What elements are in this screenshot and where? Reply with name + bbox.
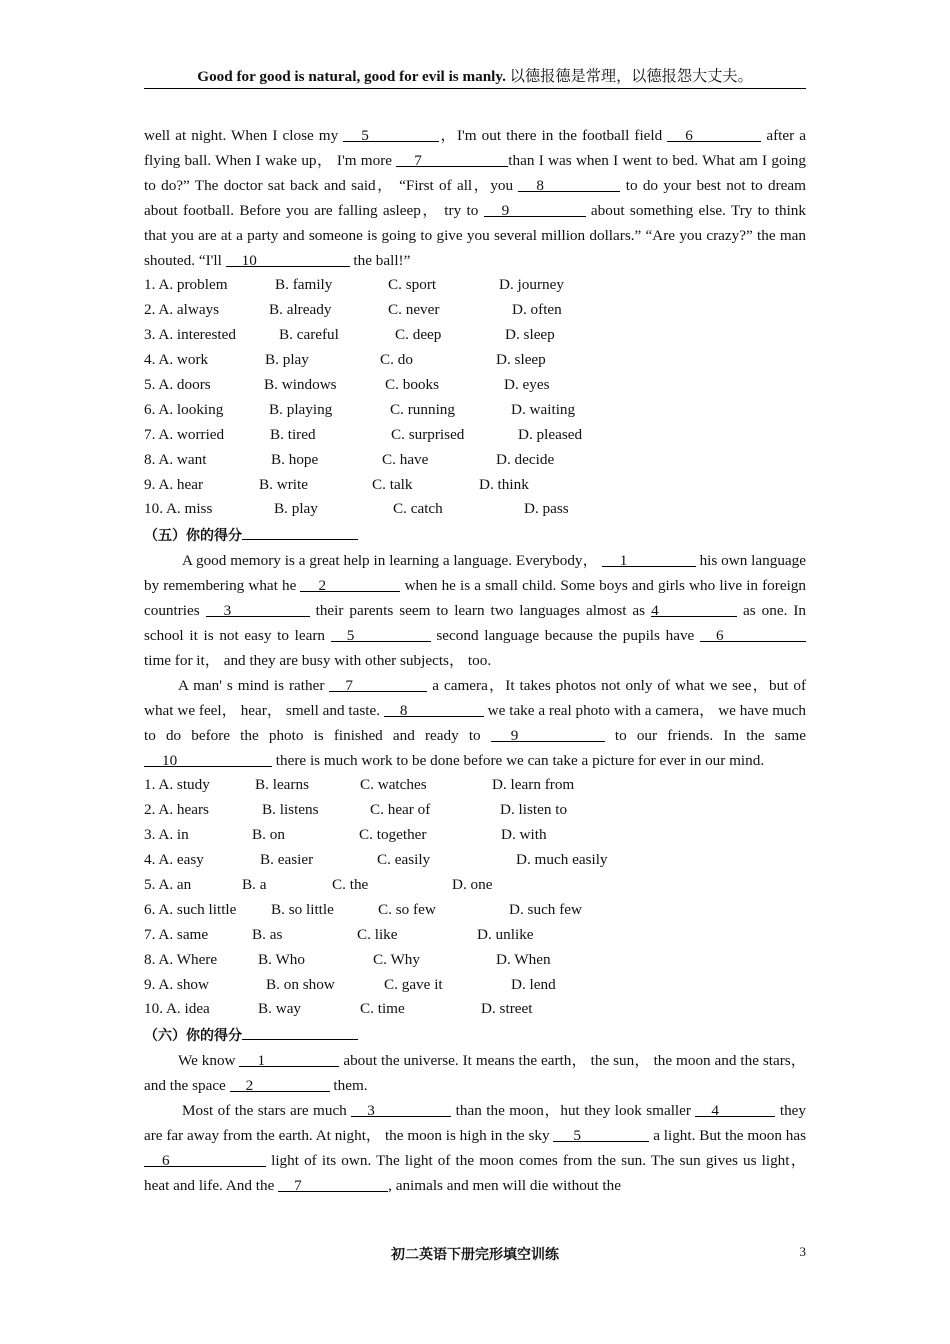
blank-number: 4 [651, 602, 659, 620]
option-a: 6. A. such little [144, 900, 237, 918]
option-b: B. way [258, 1000, 302, 1018]
page-header [144, 66, 806, 89]
text: We know [178, 1052, 240, 1070]
text: light of its own. The light of the moon comes from the sun. The sun gives us light， heat and life. And the [144, 1151, 806, 1194]
blank-9 [484, 199, 586, 217]
option-row [144, 948, 806, 973]
page-number: 3 [799, 1244, 806, 1259]
text: than I was when I went to bed. What am I going to do?” The doctor sat back and said， “First of all，you [144, 151, 806, 194]
option-b: B. tired [270, 425, 316, 443]
option-b: B. learns [255, 776, 309, 794]
blank-number: 7 [345, 676, 353, 694]
option-c: C. gave it [384, 975, 443, 993]
option-b: B. as [252, 925, 283, 943]
text: about something else. Try to think that you are at a party and someone is going to give you several million dollars.” “Are you crazy?” the man shouted. “I'll [144, 201, 806, 269]
blank-6 [667, 124, 761, 142]
option-row [144, 823, 806, 848]
option-d: D. waiting [511, 400, 576, 418]
option-b: B. Who [258, 950, 305, 968]
option-row [144, 423, 806, 448]
blank-2 [300, 574, 400, 595]
options-list-5 [144, 773, 806, 1022]
text: , animals and men will die without the [388, 1176, 621, 1194]
text: they are far away from the earth. At night， the moon is high in the sky [144, 1102, 806, 1144]
passage5-paragraph-1 [144, 549, 806, 674]
option-c: C. together [359, 826, 427, 844]
text: a light. But the moon has [649, 1126, 806, 1144]
text: second language because the pupils have [430, 626, 700, 644]
option-b: B. a [242, 875, 267, 893]
option-a: 6. A. looking [144, 400, 224, 418]
blank-2 [230, 1074, 330, 1095]
option-c: C. Why [373, 950, 420, 968]
text: to do your best not to dream about football. Before you are falling asleep， try to [144, 176, 806, 219]
blank-number: 6 [716, 626, 724, 644]
text: we take a real photo with a camera， we have much to do before the photo is finished and ready to [144, 701, 806, 744]
blank-3 [206, 599, 310, 620]
option-row [144, 898, 806, 923]
option-c: C. deep [395, 326, 442, 344]
option-c: C. sport [388, 276, 437, 294]
option-row [144, 873, 806, 898]
text: as one. In school it is not easy to learn [144, 602, 807, 644]
option-a: 7. A. worried [144, 425, 225, 443]
section-6-title [144, 1022, 806, 1049]
option-d: D. When [496, 950, 551, 968]
blank-number: 5 [346, 626, 355, 644]
option-a: 2. A. always [144, 301, 220, 319]
blank-number: 9 [510, 726, 519, 744]
passage6-paragraph-2 [144, 1099, 806, 1199]
option-c: C. the [332, 875, 369, 893]
option-a: 4. A. easy [144, 851, 204, 869]
text: their parents seem to learn two languages almost as [309, 602, 652, 620]
blank-number: 10 [162, 751, 178, 769]
blank-number: 9 [501, 201, 510, 219]
blank-number: 6 [685, 127, 693, 144]
option-row [144, 973, 806, 998]
option-d: D. unlike [477, 925, 534, 943]
passage6-paragraph-1 [144, 1049, 806, 1099]
option-d: D. listen to [500, 801, 568, 819]
option-a: 7. A. same [144, 925, 209, 943]
option-d: D. eyes [504, 376, 550, 393]
header-motto-en: Good for good is natural, good for evil is manly. [197, 68, 506, 85]
text: them. [329, 1077, 368, 1095]
option-a: 1. A. problem [144, 276, 228, 294]
text: ，I'm out there in the football field [439, 127, 668, 144]
blank-4 [695, 1099, 775, 1120]
text: when he is a small child. Some boys and girls who live in foreign countries [144, 577, 806, 620]
text: Most of the stars are much [182, 1102, 352, 1120]
blank-5 [343, 124, 439, 142]
option-row [144, 798, 806, 823]
blank-number: 6 [162, 1151, 170, 1169]
section-title-text: （五）你的得分 [144, 528, 242, 545]
option-row [144, 923, 806, 948]
blank-number: 2 [318, 577, 327, 595]
text: time for it， and they are busy with other subjects， too. [144, 651, 492, 669]
blank-4 [651, 599, 737, 620]
score-blank [242, 522, 358, 540]
passage5-paragraph-2 [144, 674, 806, 774]
option-c: C. catch [393, 500, 443, 518]
option-a: 9. A. hear [144, 475, 204, 493]
option-b: B. write [259, 475, 308, 493]
page-footer [144, 1244, 806, 1268]
option-c: C. books [385, 376, 440, 393]
option-a: 2. A. hears [144, 801, 209, 819]
option-row [144, 773, 806, 798]
option-d: D. one [452, 875, 493, 893]
option-a: 3. A. interested [144, 326, 236, 344]
section-title-text: （六）你的得分 [144, 1028, 242, 1045]
option-a: 3. A. in [144, 826, 189, 844]
option-row [144, 323, 806, 348]
option-d: D. sleep [505, 326, 555, 344]
text: after a flying ball. When I wake up， I'm more [144, 127, 806, 169]
blank-3 [351, 1099, 451, 1120]
option-d: D. pass [524, 500, 569, 518]
option-a: 8. A. want [144, 450, 207, 468]
option-c: C. watches [360, 776, 427, 794]
option-d: D. learn from [492, 776, 575, 794]
blank-1 [602, 549, 696, 570]
option-a: 5. A. an [144, 875, 192, 893]
blank-number: 1 [257, 1052, 266, 1070]
blank-number: 7 [414, 151, 422, 169]
option-c: C. so few [378, 900, 436, 918]
option-c: C. hear of [370, 801, 431, 819]
option-c: C. talk [372, 475, 413, 493]
option-row [144, 473, 806, 498]
blank-8 [384, 699, 484, 717]
option-row [144, 497, 806, 522]
option-d: D. lend [511, 975, 556, 993]
blank-8 [518, 174, 620, 192]
option-d: D. think [479, 475, 529, 493]
content [144, 124, 806, 1199]
score-blank [242, 1022, 358, 1040]
blank-number: 4 [711, 1102, 719, 1120]
header-motto-cn: 以德报德是常理，以德报怨大丈夫。 [509, 68, 753, 85]
option-row [144, 448, 806, 473]
text: the ball!” [349, 251, 411, 269]
option-d: D. much easily [516, 851, 608, 869]
blank-number: 10 [241, 251, 257, 269]
blank-1 [239, 1049, 339, 1070]
option-d: D. with [501, 826, 547, 844]
option-a: 5. A. doors [144, 376, 211, 393]
blank-5 [553, 1124, 649, 1142]
option-b: B. listens [262, 801, 319, 819]
option-c: C. like [357, 925, 398, 943]
option-d: D. such few [509, 900, 582, 918]
option-d: D. sleep [496, 351, 546, 369]
option-c: C. time [360, 1000, 405, 1018]
blank-7 [278, 1174, 388, 1192]
option-b: B. careful [279, 326, 339, 344]
option-c: C. never [388, 301, 440, 319]
option-b: B. windows [264, 376, 337, 393]
option-b: B. on [252, 826, 285, 844]
option-a: 1. A. study [144, 776, 210, 794]
footer-title: 初二英语下册完形填空训练 [391, 1247, 559, 1263]
blank-number: 3 [367, 1102, 375, 1120]
blank-10 [226, 249, 350, 267]
blank-7 [396, 149, 508, 167]
text: there is much work to be done before we can take a picture for ever in our mind. [272, 751, 765, 769]
blank-6 [700, 624, 806, 642]
option-c: C. surprised [391, 425, 465, 443]
blank-10 [144, 749, 272, 767]
option-b: B. playing [269, 400, 333, 418]
text: to our friends. In the same [604, 726, 806, 744]
blank-number: 3 [223, 602, 232, 620]
blank-number: 7 [294, 1176, 302, 1194]
option-a: 8. A. Where [144, 950, 218, 968]
option-d: D. pleased [518, 425, 583, 443]
section-5-title [144, 522, 806, 549]
option-c: C. easily [377, 851, 431, 869]
text: A good memory is a great help in learning a language. Everybody， [182, 552, 602, 570]
option-c: C. do [380, 351, 413, 369]
option-row [144, 348, 806, 373]
option-row [144, 373, 806, 398]
blank-6 [144, 1149, 266, 1167]
option-d: D. often [512, 301, 562, 319]
option-row [144, 848, 806, 873]
text: a camera，It takes photos not only of what we see，but of what we feel， hear， smell and taste. [144, 676, 807, 719]
option-b: B. on show [266, 975, 335, 993]
text: his own language by remembering what he [144, 552, 806, 595]
passage4-tail [144, 124, 806, 273]
text: about the universe. It means the earth， the sun， the moon and the stars， and the space [144, 1052, 806, 1095]
options-list-4 [144, 273, 806, 522]
blank-number: 5 [573, 1126, 581, 1144]
option-b: B. already [269, 301, 332, 319]
option-b: B. hope [271, 450, 319, 468]
blank-number: 5 [361, 127, 369, 144]
option-b: B. play [274, 500, 318, 518]
option-row [144, 298, 806, 323]
blank-9 [491, 724, 605, 742]
option-a: 9. A. show [144, 975, 209, 993]
option-b: B. play [265, 351, 309, 369]
blank-number: 8 [399, 701, 408, 719]
blank-number: 2 [245, 1077, 254, 1095]
option-b: B. easier [260, 851, 314, 869]
option-b: B. so little [271, 900, 334, 918]
option-b: B. family [275, 276, 333, 294]
blank-7 [329, 674, 427, 692]
blank-5 [331, 624, 431, 642]
option-d: D. street [481, 1000, 533, 1018]
option-a: 10. A. idea [144, 1000, 210, 1018]
option-row [144, 398, 806, 423]
option-a: 4. A. work [144, 351, 209, 369]
option-c: C. have [382, 450, 429, 468]
option-row [144, 273, 806, 298]
text: well at night. When I close my [144, 127, 344, 144]
option-c: C. running [390, 400, 455, 418]
option-row [144, 997, 806, 1022]
text: A man' s mind is rather [178, 676, 330, 694]
option-a: 10. A. miss [144, 500, 213, 518]
text: than the moon，hut they look smaller [451, 1102, 696, 1120]
blank-number: 8 [536, 176, 545, 194]
option-d: D. journey [499, 276, 564, 294]
option-d: D. decide [496, 450, 555, 468]
blank-number: 1 [619, 552, 628, 570]
